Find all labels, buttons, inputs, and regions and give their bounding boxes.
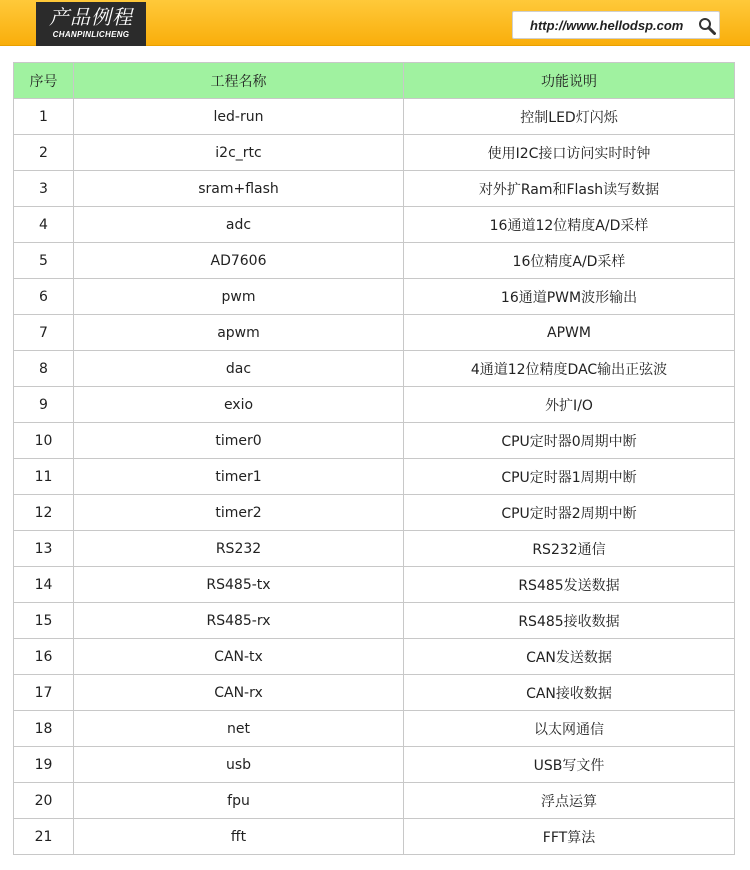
cell-number: 18 (14, 711, 74, 747)
logo[interactable] (36, 2, 146, 46)
header-banner (0, 0, 750, 46)
cell-number: 2 (14, 135, 74, 171)
cell-number: 11 (14, 459, 74, 495)
cell-number: 4 (14, 207, 74, 243)
site-url[interactable]: http://www.hellodsp.com (530, 18, 684, 33)
cell-description: CPU定时器1周期中断 (404, 459, 735, 495)
cell-description: CPU定时器2周期中断 (404, 495, 735, 531)
cell-project-name: net (74, 711, 404, 747)
table-row (14, 279, 735, 315)
cell-description: APWM (404, 315, 735, 351)
cell-project-name: usb (74, 747, 404, 783)
cell-description: 16位精度A/D采样 (404, 243, 735, 279)
cell-description: RS485接收数据 (404, 603, 735, 639)
cell-number: 1 (14, 99, 74, 135)
table-row (14, 603, 735, 639)
cell-number: 13 (14, 531, 74, 567)
cell-number: 9 (14, 387, 74, 423)
cell-description: 对外扩Ram和Flash读写数据 (404, 171, 735, 207)
cell-description: CAN接收数据 (404, 675, 735, 711)
table-row (14, 711, 735, 747)
cell-number: 5 (14, 243, 74, 279)
cell-number: 10 (14, 423, 74, 459)
column-header-no: 序号 (14, 63, 74, 99)
table-row (14, 675, 735, 711)
cell-project-name: led-run (74, 99, 404, 135)
cell-description: 控制LED灯闪烁 (404, 99, 735, 135)
cell-project-name: fft (74, 819, 404, 855)
table-row (14, 243, 735, 279)
table-row (14, 531, 735, 567)
cell-project-name: timer2 (74, 495, 404, 531)
cell-number: 14 (14, 567, 74, 603)
examples-table (13, 62, 735, 855)
cell-description: 16通道12位精度A/D采样 (404, 207, 735, 243)
cell-project-name: exio (74, 387, 404, 423)
table-row (14, 99, 735, 135)
cell-description: USB写文件 (404, 747, 735, 783)
cell-project-name: timer1 (74, 459, 404, 495)
cell-project-name: dac (74, 351, 404, 387)
cell-description: 4通道12位精度DAC输出正弦波 (404, 351, 735, 387)
cell-description: FFT算法 (404, 819, 735, 855)
search-icon[interactable] (698, 17, 716, 35)
cell-description: RS485发送数据 (404, 567, 735, 603)
cell-project-name: CAN-rx (74, 675, 404, 711)
cell-project-name: RS485-tx (74, 567, 404, 603)
cell-project-name: CAN-tx (74, 639, 404, 675)
cell-project-name: pwm (74, 279, 404, 315)
cell-number: 8 (14, 351, 74, 387)
table-row (14, 207, 735, 243)
table-row (14, 351, 735, 387)
table-body (14, 99, 735, 855)
examples-table-container (13, 62, 734, 855)
cell-project-name: RS485-rx (74, 603, 404, 639)
cell-description: CPU定时器0周期中断 (404, 423, 735, 459)
logo-subtitle: CHANPINLICHENG (52, 30, 130, 39)
table-row (14, 783, 735, 819)
cell-number: 6 (14, 279, 74, 315)
table-row (14, 747, 735, 783)
cell-description: 浮点运算 (404, 783, 735, 819)
cell-description: CAN发送数据 (404, 639, 735, 675)
table-row (14, 639, 735, 675)
cell-number: 7 (14, 315, 74, 351)
cell-description: 16通道PWM波形输出 (404, 279, 735, 315)
table-row (14, 387, 735, 423)
cell-description: RS232通信 (404, 531, 735, 567)
cell-description: 以太网通信 (404, 711, 735, 747)
column-header-description: 功能说明 (404, 63, 735, 99)
cell-number: 15 (14, 603, 74, 639)
cell-number: 16 (14, 639, 74, 675)
cell-number: 21 (14, 819, 74, 855)
table-row (14, 135, 735, 171)
logo-title: 产品例程 (49, 5, 133, 29)
table-row (14, 315, 735, 351)
table-row (14, 819, 735, 855)
cell-number: 19 (14, 747, 74, 783)
cell-number: 3 (14, 171, 74, 207)
table-row (14, 423, 735, 459)
table-header-row (14, 63, 735, 99)
column-header-project-name: 工程名称 (74, 63, 404, 99)
cell-project-name: adc (74, 207, 404, 243)
url-search-box[interactable] (512, 11, 720, 39)
cell-number: 20 (14, 783, 74, 819)
table-row (14, 171, 735, 207)
cell-project-name: AD7606 (74, 243, 404, 279)
cell-description: 使用I2C接口访问实时时钟 (404, 135, 735, 171)
cell-project-name: RS232 (74, 531, 404, 567)
cell-project-name: timer0 (74, 423, 404, 459)
cell-number: 17 (14, 675, 74, 711)
cell-project-name: i2c_rtc (74, 135, 404, 171)
table-row (14, 459, 735, 495)
cell-project-name: fpu (74, 783, 404, 819)
cell-project-name: apwm (74, 315, 404, 351)
table-row (14, 495, 735, 531)
table-row (14, 567, 735, 603)
cell-description: 外扩I/O (404, 387, 735, 423)
cell-project-name: sram+flash (74, 171, 404, 207)
cell-number: 12 (14, 495, 74, 531)
